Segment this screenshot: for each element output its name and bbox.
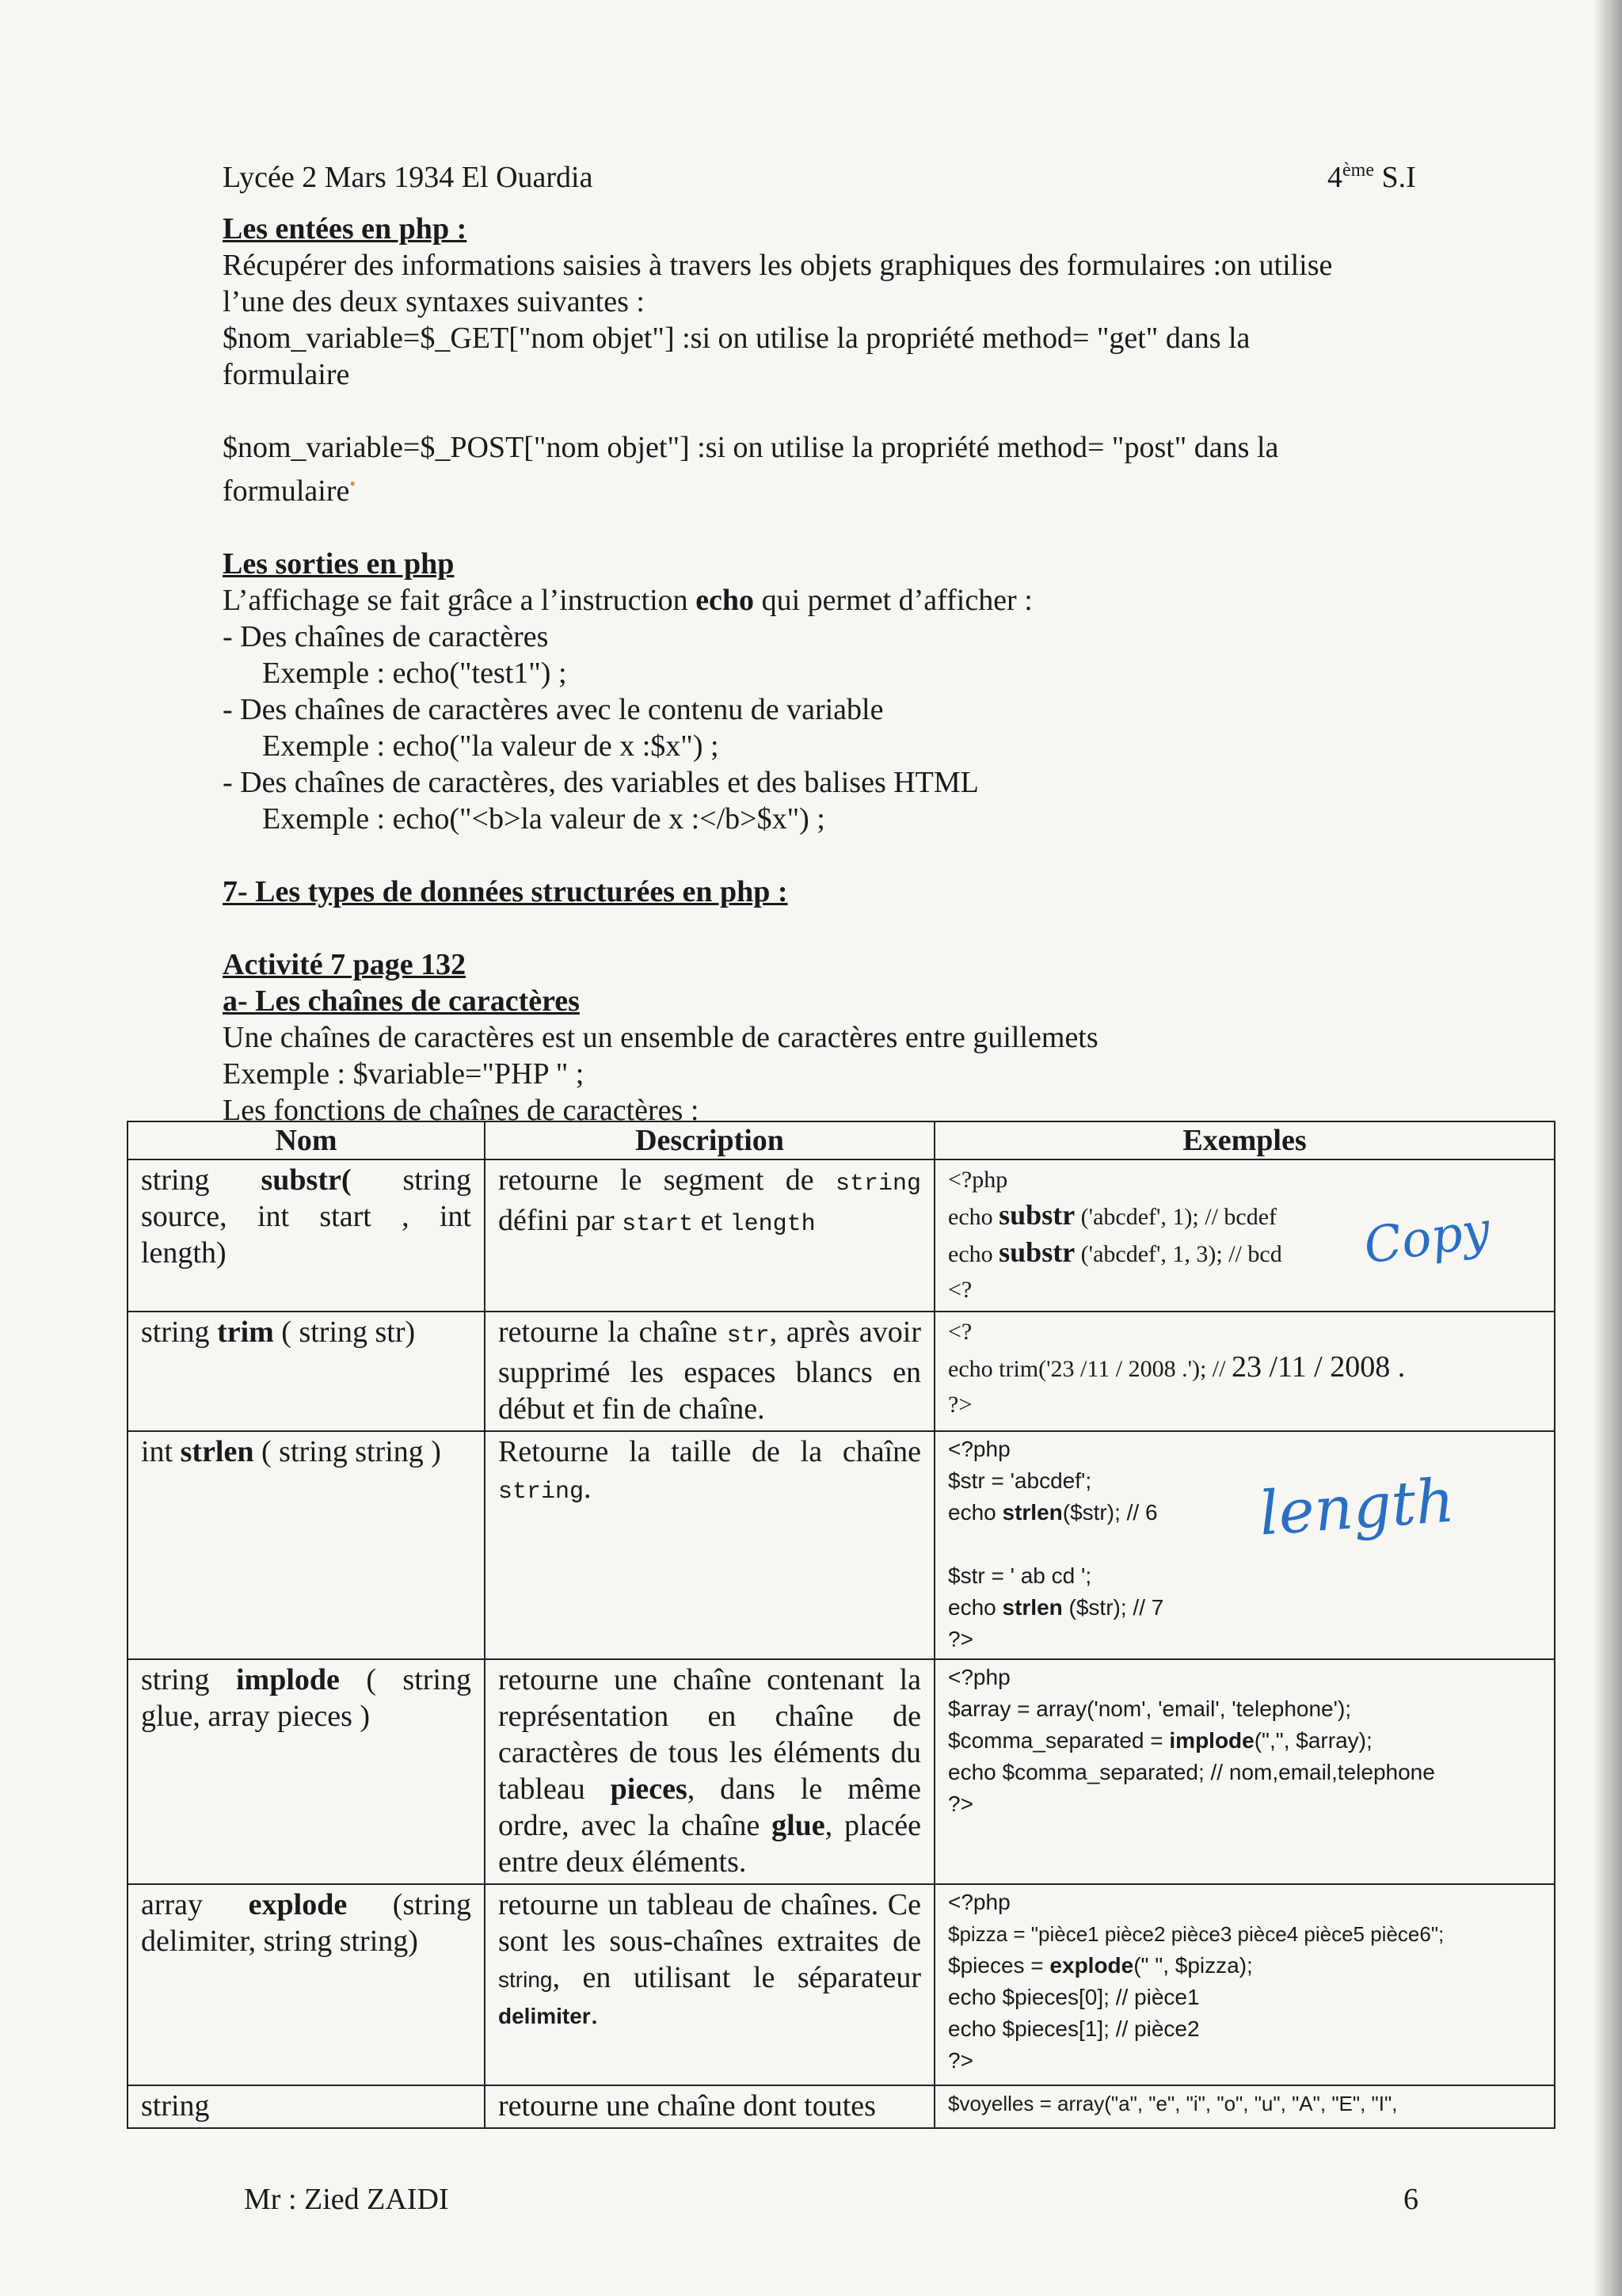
function-example: <? echo trim('23 /11 / 2008 .'); // 23 /11 / 2008 . ?> — [935, 1312, 1555, 1431]
function-example: <?php $array = array('nom', 'email', 'telephone'); $comma_separated = implode(",", $array); echo $comma_separated; // nom,email,telephone ?> — [935, 1659, 1555, 1884]
section-title-entrees: Les entées en php : — [223, 212, 467, 246]
function-name: array explode (string delimiter, string string) — [128, 1884, 485, 2085]
table-header-row — [128, 1121, 1555, 1159]
document-body — [223, 211, 1537, 1129]
school-name: Lycée 2 Mars 1934 El Ouardia — [223, 161, 593, 194]
paragraph-line: formulaire• — [223, 474, 356, 508]
paragraph-line: Exemple : $variable="PHP " ; — [223, 1057, 584, 1091]
section-title-7: 7- Les types de données structurées en php : — [223, 875, 788, 908]
paragraph-line: L’affichage se fait grâce a l’instruction echo qui permet d’afficher : — [223, 584, 1033, 617]
paragraph-line: formulaire — [223, 358, 350, 391]
function-name: string implode ( string glue, array pieces ) — [128, 1659, 485, 1884]
function-name: string substr( string source, int start , int length) — [128, 1159, 485, 1312]
subsection-title: a- Les chaînes de caractères — [223, 984, 580, 1018]
section-title-sorties: Les sorties en php — [223, 547, 455, 581]
function-example: <?php $str = 'abcdef'; echo strlen($str); // 6 $str = ' ab cd '; echo strlen ($str); // 7 ?> — [935, 1431, 1555, 1659]
table-row — [128, 1659, 1555, 1884]
function-name: int strlen ( string string ) — [128, 1431, 485, 1659]
function-description: retourne le segment de string défini par start et length — [485, 1159, 935, 1312]
table-row — [128, 1884, 1555, 2085]
page-number: 6 — [1403, 2183, 1418, 2216]
example-line: Exemple : echo("test1") ; — [262, 657, 567, 690]
function-description: Retourne la taille de la chaîne string. — [485, 1431, 935, 1659]
paragraph-line: $nom_variable=$_POST["nom objet"] :si on utilise la propriété method= "post" dans la — [223, 431, 1279, 464]
function-description: retourne un tableau de chaînes. Ce sont les sous-chaînes extraites de string, en utilisant le séparateur delimiter. — [485, 1884, 935, 2085]
function-description: retourne une chaîne contenant la représentation en chaîne de caractères de tous les éléments du tableau pieces, dans le même ordre, avec la chaîne glue, placée entre deux éléments. — [485, 1659, 935, 1884]
paragraph-line: $nom_variable=$_GET["nom objet"] :si on utilise la propriété method= "get" dans la — [223, 322, 1251, 355]
table-row — [128, 1312, 1555, 1431]
function-example: $voyelles = array("a", "e", "i", "o", "u", "A", "E", "I", — [935, 2085, 1555, 2128]
handwritten-note-length: length — [1257, 1464, 1457, 1549]
paragraph-line: l’une des deux syntaxes suivantes : — [223, 285, 645, 318]
table-row — [128, 1159, 1555, 1312]
paragraph-line: Récupérer des informations saisies à travers les objets graphiques des formulaires :on utilise — [223, 249, 1333, 282]
list-item: - Des chaînes de caractères — [223, 620, 549, 653]
column-header: Nom — [128, 1121, 485, 1159]
column-header: Description — [485, 1121, 935, 1159]
column-header: Exemples — [935, 1121, 1555, 1159]
paragraph-line: Une chaînes de caractères est un ensemble de caractères entre guillemets — [223, 1021, 1098, 1054]
list-item: - Des chaînes de caractères avec le contenu de variable — [223, 693, 884, 726]
function-name: string trim ( string str) — [128, 1312, 485, 1431]
string-functions-table — [127, 1121, 1555, 2129]
table-row — [128, 1431, 1555, 1659]
function-example: <?php $pizza = "pièce1 pièce2 pièce3 pièce4 pièce5 pièce6"; $pieces = explode(" ", $pizza); echo $pieces[0]; // pièce1 echo $pieces[1]; // pièce2 ?> — [935, 1884, 1555, 2085]
activity-title: Activité 7 page 132 — [223, 948, 466, 981]
example-line: Exemple : echo("<b>la valeur de x :</b>$x") ; — [262, 802, 825, 836]
class-label: 4ème S.I — [1327, 160, 1416, 194]
function-example: <?php echo substr ('abcdef', 1); // bcdef echo substr ('abcdef', 1, 3); // bcd <? — [935, 1159, 1555, 1312]
function-description: retourne la chaîne str, après avoir supprimé les espaces blancs en début et fin de chaîne. — [485, 1312, 935, 1431]
handwritten-note-copy: Copy — [1360, 1200, 1494, 1275]
paragraph-line: Les fonctions de chaînes de caractères : — [223, 1094, 699, 1127]
table-row — [128, 2085, 1555, 2128]
function-name: string — [128, 2085, 485, 2128]
list-item: - Des chaînes de caractères, des variables et des balises HTML — [223, 766, 979, 799]
footer-author: Mr : Zied ZAIDI — [244, 2183, 449, 2216]
function-description: retourne une chaîne dont toutes — [485, 2085, 935, 2128]
example-line: Exemple : echo("la valeur de x :$x") ; — [262, 729, 719, 763]
